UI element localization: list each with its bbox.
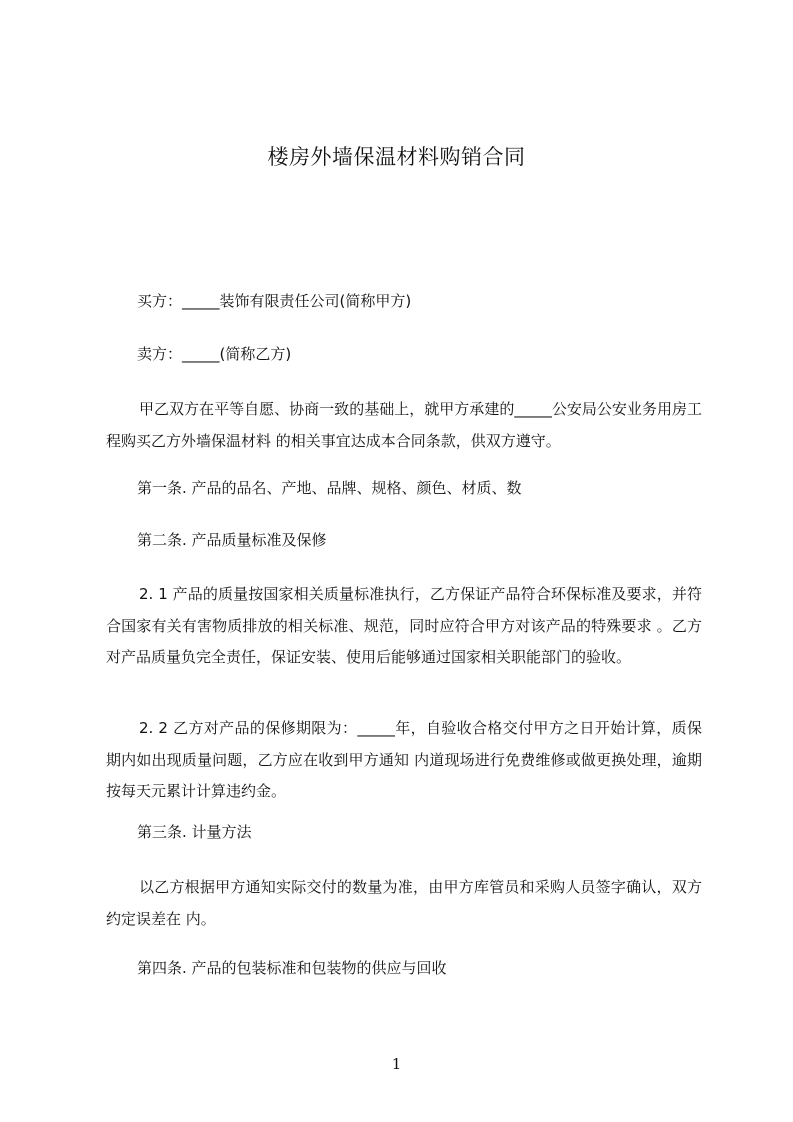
- seller-line: 卖方：_____(简称乙方): [137, 345, 292, 363]
- page-title: 楼房外墙保温材料购销合同: [267, 145, 526, 169]
- article-3-heading: 第三条. 计量方法: [137, 823, 252, 841]
- buyer-line: 买方：_____装饰有限责任公司(简称甲方): [137, 292, 412, 310]
- page-number: 1: [391, 1055, 402, 1073]
- clause-2-2-paragraph: 2. 2 乙方对产品的保修期限为：_____年，自验收合格交付甲方之日开始计算，质保期内如出现质量问题，乙方应在收到甲方通知 内道现场进行免费维修或做更换处理，逾期按每天元累计计算违约金。: [106, 719, 702, 800]
- measurement-paragraph: 以乙方根据甲方通知实际交付的数量为准，由甲方库管员和采购人员签字确认，双方约定误差在 内。: [106, 878, 702, 928]
- article-1-heading: 第一条. 产品的品名、产地、品牌、规格、颜色、材质、数: [137, 479, 522, 497]
- article-4-heading: 第四条. 产品的包装标准和包装物的供应与回收: [137, 959, 447, 977]
- clause-2-1-paragraph: 2. 1 产品的质量按国家相关质量标准执行，乙方保证产品符合环保标准及要求，并符合国家有关有害物质排放的相关标准、规范，同时应符合甲方对该产品的特殊要求 。乙方对产品质量负完全责任，保证安装、使用后能够通过国家相关职能部门的验收。: [106, 585, 702, 666]
- article-2-heading: 第二条. 产品质量标准及保修: [137, 531, 327, 549]
- intro-paragraph: 甲乙双方在平等自愿、协商一致的基础上，就甲方承建的_____公安局公安业务用房工程购买乙方外墙保温材料 的相关事宜达成本合同条款，供双方遵守。: [106, 400, 702, 450]
